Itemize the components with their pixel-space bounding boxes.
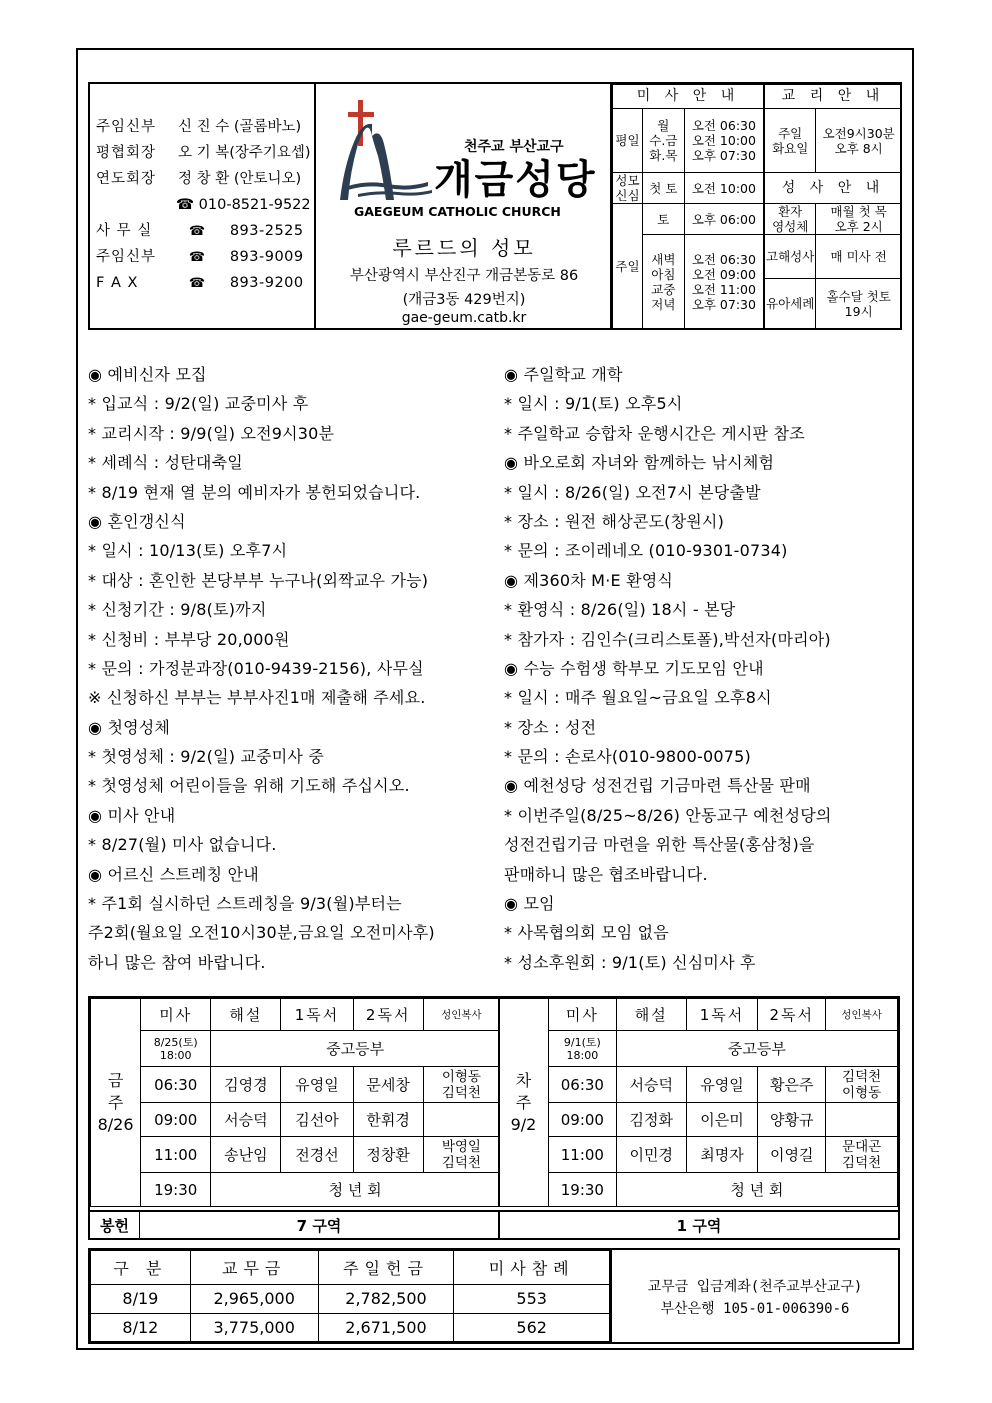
announcement-item: * 일시 : 10/13(토) 오후7시: [88, 541, 288, 561]
section-title: ◉ 혼인갱신식: [88, 511, 186, 531]
announcement-item: * 참가자 : 김인수(크리스토폴),박선자(마리아): [504, 629, 831, 649]
duty-person: 김정화: [616, 1103, 686, 1137]
col-mass: 미사: [141, 999, 211, 1031]
fax-label: F A X: [96, 275, 139, 291]
mass-time: 06:30: [141, 1067, 211, 1103]
announcement-item: * 장소 : 원전 해상콘도(창원시): [504, 511, 725, 531]
duty-person: 유영일: [686, 1067, 758, 1103]
col-server: 성인복사: [423, 999, 499, 1031]
announcement-item: * 대상 : 혼인한 본당부부 누구나(외짝교우 가능): [88, 570, 429, 590]
announcement-item: * 세례식 : 성탄대축일: [88, 453, 243, 473]
section-title: ◉ 바오로회 자녀와 함께하는 낚시체험: [504, 453, 775, 473]
church-logo-icon: [328, 96, 438, 206]
church-identity: [316, 84, 612, 328]
announcement-item: 성전건립기금 마련을 위한 특산물(홍삼청)을: [504, 835, 815, 855]
announcement-item: * 사목협의회 모임 없음: [504, 923, 669, 943]
weekday-label: 평일: [613, 109, 643, 173]
diocese-name: 천주교 부산교구: [464, 139, 564, 155]
col-dues: 교무금: [190, 1251, 318, 1285]
phone-line: [96, 218, 314, 244]
col-reading1: 1독서: [281, 999, 353, 1031]
announcement-item: * 주1회 실시하던 스트레칭을 9/3(월)부터는: [88, 894, 402, 914]
church-name: 개금성당: [434, 157, 597, 203]
finance-summary: [88, 1248, 900, 1344]
announcement-item: * 문의 : 가정분과장(010-9439-2156), 사무실: [88, 658, 424, 678]
sacrament-time: 홀수달 첫토 19시: [816, 279, 902, 329]
staff-contacts: [90, 84, 316, 328]
duty-person: 이영길: [758, 1137, 826, 1173]
announcement-item: * 문의 : 조이레네오 (010-9301-0734): [504, 541, 788, 561]
duty-group: 중고등부: [211, 1031, 500, 1067]
sacrament-name: 유아세례: [764, 279, 816, 329]
duty-server: [826, 1103, 898, 1137]
announcements-left: [88, 360, 498, 977]
devotion-time: 오전 10:00: [684, 173, 764, 204]
weekday-times: 오전 06:30 오전 10:00 오후 07:30: [684, 109, 764, 173]
section-title: ◉ 미사 안내: [88, 805, 176, 825]
duty-person: 송난임: [211, 1137, 281, 1173]
sacrament-time: 매 미사 전: [816, 235, 902, 279]
duty-server: 박영일 김덕천: [423, 1137, 499, 1173]
col-commentator: 해설: [616, 999, 686, 1031]
section-title: ◉ 수능 수험생 학부모 기도모임 안내: [504, 658, 764, 678]
announcement-item: ※ 신청하신 부부는 부부사진1매 제출해 주세요.: [88, 688, 426, 708]
devotion-day: 첫 토: [642, 173, 684, 204]
mass-time: 06:30: [548, 1067, 616, 1103]
phone-icon: ☎: [188, 224, 206, 239]
mass-time: 11:00: [141, 1137, 211, 1173]
staff-line: [96, 166, 314, 192]
announcement-item: * 주일학교 승합차 운행시간은 게시판 참조: [504, 423, 805, 443]
announcement-item: * 이번주일(8/25~8/26) 안동교구 예천성당의: [504, 805, 832, 825]
announcement-item: 판매하니 많은 협조바랍니다.: [504, 864, 708, 884]
col-period: 구 분: [91, 1251, 191, 1285]
announcement-item: * 환영식 : 8/26(일) 18시 - 본당: [504, 600, 736, 620]
duty-group: 청 년 회: [211, 1173, 500, 1207]
sunday-day: 토: [642, 204, 684, 235]
announcement-item: * 일시 : 8/26(일) 오전7시 본당출발: [504, 482, 761, 502]
devotion-label: 성모 신심: [613, 173, 643, 204]
duty-server: [423, 1103, 499, 1137]
website-link[interactable]: gae-geum.catb.kr: [401, 310, 527, 326]
duty-server: 김덕천 이형동: [826, 1067, 898, 1103]
account-number: 부산은행 105-01-006390-6: [660, 1301, 850, 1317]
finance-cell: 2,782,500: [318, 1285, 454, 1313]
duty-person: 김선아: [281, 1103, 353, 1137]
schedule-panel: [612, 84, 902, 328]
staff-name: 신 진 수 (골롬바노): [178, 119, 302, 135]
staff-line: [96, 140, 314, 166]
mass-time: 11:00: [548, 1137, 616, 1173]
mass-time: 19:30: [141, 1173, 211, 1207]
bulletin-header: [88, 82, 902, 330]
phone-label: 주임신부: [96, 249, 157, 265]
col-reading1: 1독서: [686, 999, 758, 1031]
mass-time: 19:30: [548, 1173, 616, 1207]
sunday-times: 오전 06:30 오전 09:00 오전 11:00 오후 07:30: [684, 235, 764, 329]
section-title: ◉ 첫영성체: [88, 717, 171, 737]
patron-saint: 루르드의 성모: [392, 236, 536, 260]
sacrament-guide-title: 성 사 안 내: [764, 173, 901, 204]
sunday-label: 주일: [613, 204, 643, 329]
phone-line: [96, 244, 314, 270]
address: 부산광역시 부산진구 개금본동로 86: [349, 268, 579, 284]
section-title: ◉ 예비신자 모집: [88, 365, 207, 384]
duty-person: 이은미: [686, 1103, 758, 1137]
offering-label: 봉헌: [90, 1212, 140, 1240]
duty-person: 서승덕: [211, 1103, 281, 1137]
phone-icon: ☎: [188, 276, 206, 291]
announcement-item: * 첫영성체 : 9/2(일) 교중미사 중: [88, 747, 325, 767]
duty-server: 문대곤 김덕천: [826, 1137, 898, 1173]
offering-next-week: 1 구역: [676, 1217, 722, 1235]
col-reading2: 2독서: [758, 999, 826, 1031]
mass-time: 9/1(토) 18:00: [548, 1031, 616, 1067]
duty-person: 정창환: [353, 1137, 423, 1173]
sunday-time: 오후 06:00: [684, 204, 764, 235]
section-title: ◉ 모임: [504, 894, 555, 914]
announcement-item: * 장소 : 성전: [504, 717, 597, 737]
catechism-times: 오전9시30분 오후 8시: [816, 109, 902, 173]
address-old: (개금3동 429번지): [402, 292, 526, 308]
duty-person: 황은주: [758, 1067, 826, 1103]
finance-cell: 3,775,000: [190, 1313, 318, 1341]
phone-icon: ☎: [188, 250, 206, 265]
church-name-en: GAEGEUM CATHOLIC CHURCH: [354, 204, 561, 219]
this-week-label: 금 주 8/26: [91, 999, 141, 1207]
finance-cell: 2,965,000: [190, 1285, 318, 1313]
mass-schedule-table: [612, 84, 902, 329]
announcement-item: * 일시 : 매주 월요일~금요일 오후8시: [504, 688, 772, 708]
offering-this-week: 7 구역: [140, 1212, 500, 1240]
announcement-item: * 신청기간 : 9/8(토)까지: [88, 600, 267, 620]
col-sunday-offering: 주일헌금: [318, 1251, 454, 1285]
duty-person: 양황규: [758, 1103, 826, 1137]
phone-label: 사 무 실: [96, 223, 153, 239]
duty-person: 김영경: [211, 1067, 281, 1103]
section-title: ◉ 예천성당 성전건립 기금마련 특산물 판매: [504, 776, 811, 796]
announcement-item: * 8/27(월) 미사 없습니다.: [88, 835, 277, 855]
duty-person: 최명자: [686, 1137, 758, 1173]
col-server: 성인복사: [826, 999, 898, 1031]
sacrament-time: 매월 첫 목 오후 2시: [816, 204, 902, 235]
duty-person: 서승덕: [616, 1067, 686, 1103]
announcement-item: 하니 많은 참여 바랍니다.: [88, 952, 266, 972]
staff-name: 오 기 복(장주기요셉): [178, 145, 311, 161]
sunday-days: 새벽 아침 교중 저녁: [642, 235, 684, 329]
col-reading2: 2독서: [353, 999, 423, 1031]
staff-label: 연도회장: [96, 171, 157, 187]
phone-line: [96, 270, 314, 296]
staff-label: 평협회장: [96, 145, 157, 161]
col-commentator: 해설: [211, 999, 281, 1031]
offering-row: [90, 1210, 898, 1240]
duty-group: 청 년 회: [616, 1173, 897, 1207]
finance-cell: 2,671,500: [318, 1313, 454, 1341]
staff-name: 정 창 환 (안토니오): [178, 171, 302, 187]
mass-time: 09:00: [548, 1103, 616, 1137]
announcement-item: * 8/19 현재 열 분의 예비자가 봉헌되었습니다.: [88, 482, 421, 502]
finance-table: [90, 1250, 610, 1342]
staff-label: 주임신부: [96, 119, 157, 135]
finance-cell: 8/19: [91, 1285, 191, 1313]
col-mass: 미사: [548, 999, 616, 1031]
announcement-item: * 문의 : 손로사(010-9800-0075): [504, 747, 751, 767]
col-attendance: 미사참례: [454, 1251, 610, 1285]
next-week-table: [498, 998, 898, 1207]
finance-cell: 562: [454, 1313, 610, 1341]
announcement-item: * 첫영성체 어린이들을 위해 기도해 주십시오.: [88, 776, 410, 796]
duty-person: 유영일: [281, 1067, 353, 1103]
bank-account-info: [610, 1250, 898, 1342]
liturgy-duty-roster: [88, 996, 900, 1240]
announcement-item: * 교리시작 : 9/9(일) 오전9시30분: [88, 423, 335, 443]
duty-person: 전경선: [281, 1137, 353, 1173]
next-week-label: 차 주 9/2: [499, 999, 549, 1207]
finance-cell: 553: [454, 1285, 610, 1313]
announcement-item: * 일시 : 9/1(토) 오후5시: [504, 394, 683, 414]
finance-cell: 8/12: [91, 1313, 191, 1341]
account-line: 교무금 입금계좌(천주교부산교구): [647, 1279, 863, 1295]
weekday-days: 월 수.금 화.목: [642, 109, 684, 173]
announcement-item: * 입교식 : 9/2(일) 교중미사 후: [88, 394, 309, 414]
phone-number: 893-2525: [229, 223, 304, 239]
sacrament-name: 고해성사: [764, 235, 816, 279]
mass-guide-title: 미 사 안 내: [613, 85, 765, 109]
section-title: ◉ 주일학교 개학: [504, 365, 623, 384]
announcement-item: * 신청비 : 부부당 20,000원: [88, 629, 290, 649]
announcement-item: 주2회(월요일 오전10시30분,금요일 오전미사후): [88, 923, 435, 943]
mass-time: 8/25(토) 18:00: [141, 1031, 211, 1067]
catechism-days: 주일 화요일: [764, 109, 816, 173]
mobile-line: ☎ 010-8521-9522: [176, 197, 311, 213]
duty-server: 이형동 김덕천: [423, 1067, 499, 1103]
duty-group: 중고등부: [616, 1031, 897, 1067]
duty-person: 이민경: [616, 1137, 686, 1173]
sacrament-name: 환자 영성체: [764, 204, 816, 235]
fax-number: 893-9200: [229, 275, 304, 291]
announcement-item: * 성소후원회 : 9/1(토) 신심미사 후: [504, 952, 756, 972]
duty-person: 문세창: [353, 1067, 423, 1103]
this-week-table: [90, 998, 500, 1207]
staff-line: [96, 114, 314, 140]
duty-person: 한휘경: [353, 1103, 423, 1137]
phone-number: 893-9009: [229, 249, 304, 265]
section-title: ◉ 어르신 스트레칭 안내: [88, 864, 259, 884]
catechism-guide-title: 교 리 안 내: [764, 85, 901, 109]
mass-time: 09:00: [141, 1103, 211, 1137]
announcements-right: [504, 360, 914, 977]
section-title: ◉ 제360차 M·E 환영식: [504, 570, 674, 590]
